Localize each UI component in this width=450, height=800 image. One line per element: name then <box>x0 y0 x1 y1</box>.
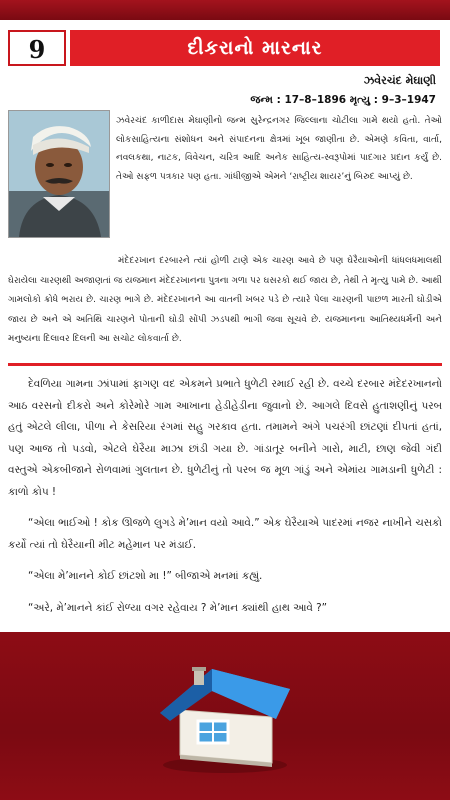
story-paragraph: “એલા ભાઈઓ ! કોક ઊજળે લુગડે મે’માન વયો આવે.” એક ઘેરૈયાએ પાદરમાં નજર નાખીને ચસકો કર્યો ત્યાં તો ઘેરૈયાની મીટ મહેમાન પર મંડાઈ. <box>8 517 442 551</box>
author-dates: જન્મ : 17–8–1896 મૃત્યુ : 9–3–1947 <box>250 94 436 106</box>
story-paragraph: દેવળિયા ગામના ઝાંપામાં ફાગણ વદ એકમને પ્રભાતે ધુળેટી રમાઈ રહી છે. વચ્ચે દરબાર મંદેદરખાનનો આઠ વરસનો દીકરો અને કોરેમોરે ગામ આખાના હેડીહેડીના જુવાનો છે. આગલે દિવસે હુતાશણીનું પરબ હતું એટલે લીલા, પીળા ને કેસરિયા રંગમાં સહુ ગરકાવ હતા. તમામને અંગે પચરંગી છાંટણાં દીપતાં હતાં, પણ આજ તો પડવો, એટલે ઘેરૈયા માઝા છાંડી ગયા છે. ગાંડાતૂર બનીને ગારો, માટી, છાણ જેવી ગંદી વસ્તુએ એકબીજાને રોળવામાં ગુલતાન છે. ધુળેટીનું તો પરબ જ મૂળ ગાંડું અને એમાંય ગામડાની ધુળેટી : કાળો કોપ ! <box>8 378 442 498</box>
author-bio: ઝવેરચંદ કાળીદાસ મેઘાણીનો જન્મ સુરેન્દ્રનગર જિલ્લાના ચોટીલા ગામે થયો હતો. તેઓ લોકસાહિત્યના સંશોધન અને સંપાદનના ક્ષેત્રમાં ખૂબ જાણીતા છે. એમણે કવિતા, વાર્તા, નવલકથા, નાટક, વિવેચન, ચરિત્ર આદિ અનેક સાહિત્ય-સ્વરૂપોમાં પાદગાર પ્રદાન કર્યું છે. તેઓ સફળ પત્રકાર પણ હતા. ગાંધીજીએ એમને ‘રાષ્ટ્રીય શાયર’નું બિરુદ આપ્યું છે. <box>116 116 442 182</box>
story-summary <box>8 252 442 350</box>
summary-text: મંદેદરખાન દરબારને ત્યાં હોળી ટાણે એક ચારણ આવે છે પણ ઘેરૈયાઓની ધાંધલધમાલથી ઘેરાયેલા ચારણથી અજાણતાં જ યજમાન મંદેદરખાનના પુત્રના ગળા પર ઘસરકો થઈ જાય છે, તેથી તે મૃત્યુ પામે છે. આથી ગામલોકો ક્રોધે ભરાય છે. ચારણ ભાગે છે. મંદેદરખાનને આ વાતની ખબર પડે છે ત્યારે પેલા ચારણની પાછળ મારતી ઘોડીએ જાય છે અને એ અતિથિ ચારણને પોતાની ઘોડી સોંપી ઝડપથી ભાગી જવા સૂચવે છે. યજમાનના આતિથ્યધર્મની અને મનુષ્યના દિલાવર દિલની આ સચોટ લોકવાર્તા છે. <box>8 256 442 344</box>
author-name: ઝવેરચંદ મેઘાણી <box>363 74 436 87</box>
chapter-number: 9 <box>8 30 66 66</box>
chapter-title: દીકરાનો મારનાર <box>70 30 440 66</box>
author-portrait <box>8 110 110 238</box>
top-bar <box>0 0 450 20</box>
story-paragraph: “એલા મે’માનને કોઈ છાંટશો મા !” બીજાએ મનમાં કહ્યું. <box>28 570 263 582</box>
page <box>0 20 450 632</box>
story-paragraph: “અરે, મે’માનને કાંઈ રોળ્યા વગર રહેવાય ? મે’માન ક્યાંથી હાથ આવે ?” <box>28 601 328 614</box>
home-icon[interactable] <box>150 655 300 775</box>
section-divider <box>8 363 442 366</box>
story-text <box>8 374 442 629</box>
